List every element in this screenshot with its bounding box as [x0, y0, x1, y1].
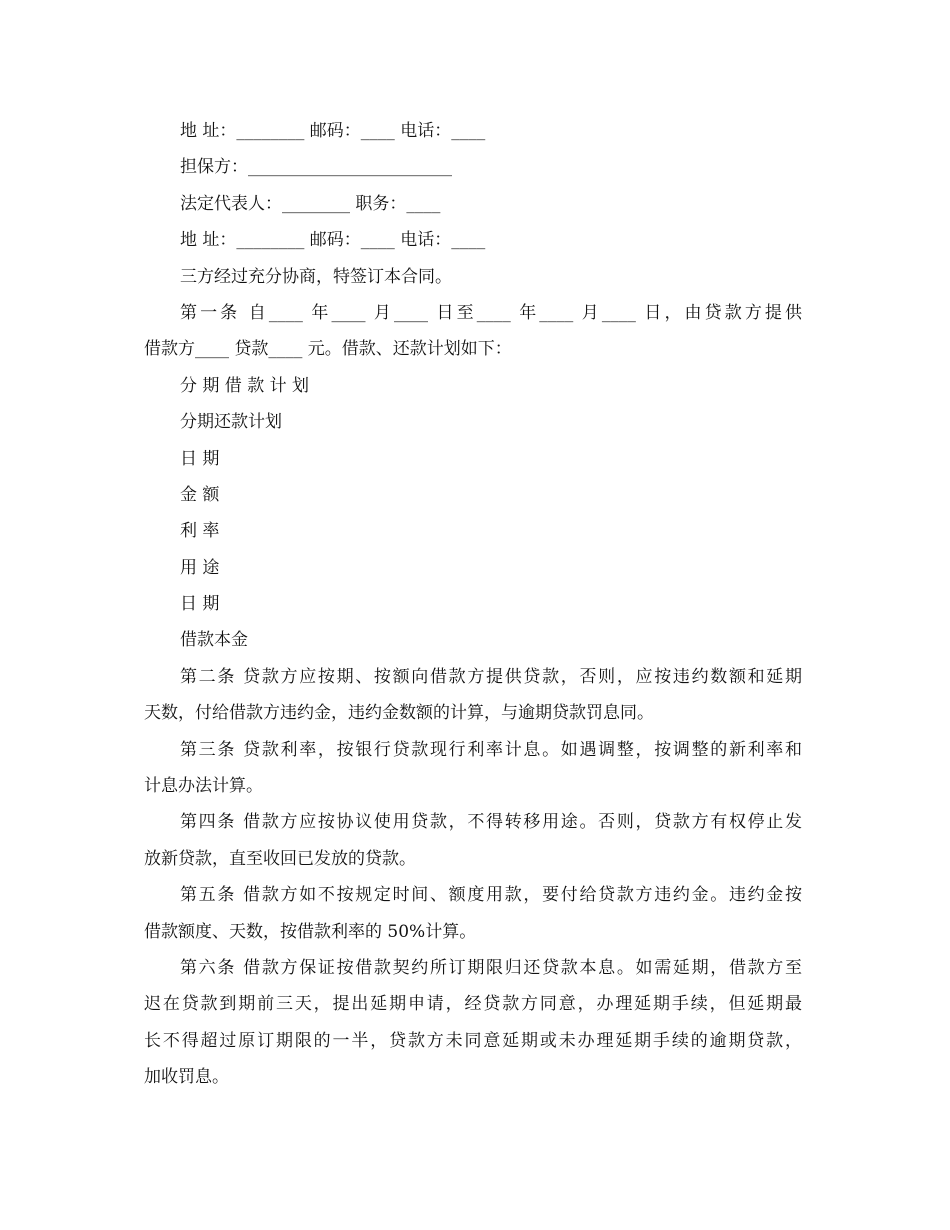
article-2-line-2: 天数，付给借款方违约金，违约金数额的计算，与逾期贷款罚息同。 [144, 703, 654, 724]
article-1-line-2: 借款方____ 贷款____ 元。借款、还款计划如下： [144, 339, 512, 360]
guarantor-line: 担保方：________________________ [180, 157, 452, 178]
plan-field-purpose: 用 途 [180, 557, 220, 578]
installment-repayment-plan-heading: 分期还款计划 [180, 412, 282, 433]
article-5-line-1: 第五条 借款方如不按规定时间、额度用款，要付给贷款方违约金。违约金按 [180, 885, 802, 906]
article-5-line-2: 借款额度、天数，按借款利率的 50%计算。 [144, 921, 477, 942]
agreement-statement: 三方经过充分协商，特签订本合同。 [180, 266, 452, 287]
article-6-line-3: 长不得超过原订期限的一半，贷款方未同意延期或未办理延期手续的逾期贷款， [144, 1030, 802, 1051]
article-4-line-1: 第四条 借款方应按协议使用贷款，不得转移用途。否则，贷款方有权停止发 [180, 812, 802, 833]
legal-representative-line: 法定代表人：________ 职务：____ [180, 193, 441, 214]
installment-loan-plan-heading: 分 期 借 款 计 划 [180, 375, 310, 396]
plan-field-principal: 借款本金 [180, 630, 248, 651]
article-3-line-1: 第三条 贷款利率，按银行贷款现行利率计息。如遇调整，按调整的新利率和 [180, 739, 802, 760]
document-page [144, 113, 802, 1096]
guarantor-address-line: 地 址：________ 邮码：____ 电话：____ [180, 230, 486, 251]
article-3-line-2: 计息办法计算。 [144, 776, 263, 797]
article-6-line-4: 加收罚息。 [144, 1067, 229, 1088]
article-6-line-1: 第六条 借款方保证按借款契约所订期限归还贷款本息。如需延期，借款方至 [180, 957, 802, 978]
plan-field-rate: 利 率 [180, 521, 220, 542]
article-4-line-2: 放新贷款，直至收回已发放的贷款。 [144, 848, 416, 869]
plan-field-date: 日 期 [180, 448, 220, 469]
plan-field-amount: 金 额 [180, 484, 220, 505]
article-6-line-2: 迟在贷款到期前三天，提出延期申请，经贷款方同意，办理延期手续，但延期最 [144, 994, 802, 1015]
guarantor-prev-address-line: 地 址：________ 邮码：____ 电话：____ [180, 121, 486, 141]
article-1-line-1: 第一条 自____ 年____ 月____ 日至____ 年____ 月____ 日，由贷款方提供 [180, 302, 802, 323]
article-2-line-1: 第二条 贷款方应按期、按额向借款方提供贷款，否则，应按违约数额和延期 [180, 666, 802, 687]
plan-field-date-2: 日 期 [180, 594, 220, 615]
